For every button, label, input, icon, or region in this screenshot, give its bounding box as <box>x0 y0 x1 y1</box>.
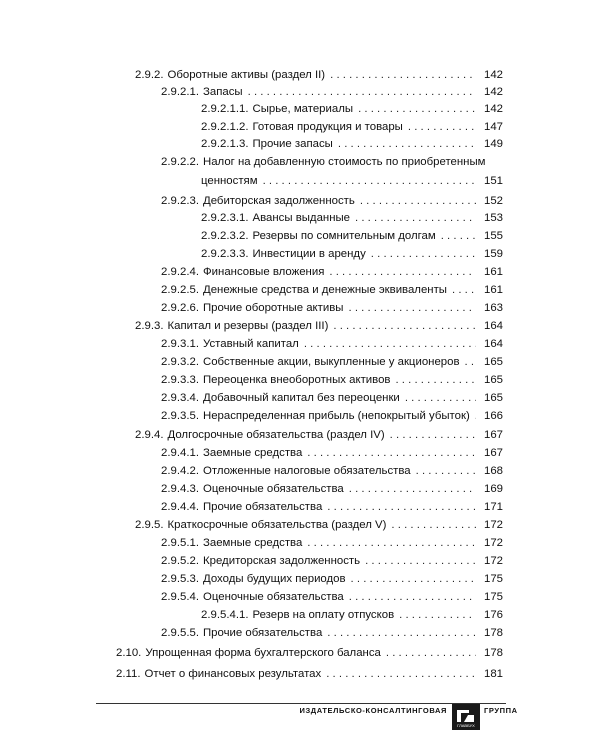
toc-entry[interactable]: 2.9.5.2. Кредиторская задолженность . . . 172 <box>161 554 503 568</box>
dot-leader <box>348 301 476 315</box>
toc-entry[interactable]: 2.9.5.3. Доходы будущих периодов . . . 175 <box>161 572 503 586</box>
dot-leader <box>408 120 476 134</box>
glavbukh-logo-icon <box>454 706 478 728</box>
dot-leader <box>248 85 476 99</box>
dot-leader <box>365 554 476 568</box>
dot-leader <box>351 572 476 586</box>
publisher-name: ИЗДАТЕЛЬСКО-КОНСАЛТИНГОВАЯ <box>299 706 447 715</box>
dot-leader <box>338 137 476 151</box>
dot-leader <box>329 265 476 279</box>
toc-entry[interactable]: 2.9.3.4. Добавочный капитал без переоценки . . . 165 <box>161 391 503 405</box>
dot-leader <box>326 667 476 681</box>
dot-leader <box>405 391 476 405</box>
dot-leader <box>330 68 476 82</box>
toc-entry[interactable]: 2.9.4.3. Оценочные обязательства . . . 169 <box>161 482 503 496</box>
toc-entry[interactable]: 2.9.2.3.2. Резервы по сомнительным долгам . . . 155 <box>201 229 503 243</box>
toc-entry[interactable]: 2.9.5.4. Оценочные обязательства . . . 175 <box>161 590 503 604</box>
dot-leader <box>263 174 476 188</box>
dot-leader <box>416 464 476 478</box>
dot-leader <box>355 211 476 225</box>
toc-entry[interactable]: 2.9.5.4.1. Резерв на оплату отпусков . . . 176 <box>201 608 503 622</box>
toc-entry[interactable]: 2.9.2.3. Дебиторская задолженность . . . 152 <box>161 194 503 208</box>
publisher-group: ГРУППА <box>484 706 518 715</box>
dot-leader <box>371 247 476 261</box>
publisher-logo <box>452 704 480 730</box>
toc-entry[interactable]: 2.9.2.6. Прочие оборотные активы . . . 163 <box>161 301 503 315</box>
dot-leader <box>386 646 476 660</box>
dot-leader <box>327 500 476 514</box>
toc-entry[interactable]: 2.9.3.3. Переоценка внеоборотных активов . . . 165 <box>161 373 503 387</box>
toc-entry[interactable]: 2.9.2.4. Финансовые вложения . . . 161 <box>161 265 503 279</box>
dot-leader <box>349 590 476 604</box>
toc-entry[interactable]: 2.9.3. Капитал и резервы (раздел III) . . . 164 <box>135 319 503 333</box>
dot-leader <box>391 518 476 532</box>
toc-entry[interactable]: 2.9.2.1. Запасы . . . 142 <box>161 85 503 99</box>
toc-entry[interactable]: 2.9.2.3.3. Инвестиции в аренду . . . 159 <box>201 247 503 261</box>
dot-leader <box>399 608 476 622</box>
dot-leader <box>441 229 476 243</box>
dot-leader <box>307 446 476 460</box>
toc-entry[interactable]: 2.9.2.3.1. Авансы выданные . . . 153 <box>201 211 503 225</box>
dot-leader <box>452 283 476 297</box>
toc-entry[interactable]: 2.9.2.1.3. Прочие запасы . . . 149 <box>201 137 503 151</box>
dot-leader <box>349 482 476 496</box>
publisher-footer <box>0 704 600 734</box>
dot-leader <box>327 626 476 640</box>
dot-leader <box>465 355 476 369</box>
toc-entry[interactable]: 2.9.2.1.1. Сырье, материалы . . . 142 <box>201 102 503 116</box>
dot-leader <box>333 319 476 333</box>
dot-leader <box>475 409 476 423</box>
dot-leader <box>390 428 476 442</box>
toc-entry[interactable]: 2.9.4.2. Отложенные налоговые обязательства . . . 168 <box>161 464 503 478</box>
dot-leader <box>395 373 476 387</box>
toc-entry[interactable]: 2.9.5.5. Прочие обязательства . . . 178 <box>161 626 503 640</box>
toc-entry[interactable]: 2.9.2.1.2. Готовая продукция и товары . . . 147 <box>201 120 503 134</box>
toc-entry[interactable]: 2.9.3.2. Собственные акции, выкупленные у акционеров . . . 165 <box>161 355 503 369</box>
toc-entry[interactable]: 2.9.5. Краткосрочные обязательства (раздел V) . . . 172 <box>135 518 503 532</box>
logo-text: ГЛАВБУХ <box>457 723 475 728</box>
toc-entry[interactable]: 2.9.4.1. Заемные средства . . . 167 <box>161 446 503 460</box>
dot-leader <box>360 194 476 208</box>
dot-leader <box>358 102 476 116</box>
toc-entry[interactable]: 2.9.4.4. Прочие обязательства . . . 171 <box>161 500 503 514</box>
toc-entry[interactable]: 2.10. Упрощенная форма бухгалтерского баланса . . . 178 <box>116 646 503 660</box>
dot-leader <box>304 337 476 351</box>
toc-entry[interactable]: 2.11. Отчет о финансовых результатах . . . 181 <box>116 667 503 681</box>
toc-entry[interactable]: 2.9.4. Долгосрочные обязательства (раздел IV) . . . 167 <box>135 428 503 442</box>
toc-entry[interactable]: 2.9.3.1. Уставный капитал . . . 164 <box>161 337 503 351</box>
toc-entry[interactable]: 2.9.2.5. Денежные средства и денежные эквиваленты . . . 161 <box>161 283 503 297</box>
dot-leader <box>307 536 476 550</box>
toc-entry[interactable]: 2.9.3.5. Нераспределенная прибыль (непокрытый убыток) . . . 166 <box>161 409 503 423</box>
toc-entry[interactable]: 2.9.2.2. Налог на добавленную стоимость по приобретенным ценностям . . . 151 <box>161 155 503 188</box>
toc-entry[interactable]: 2.9.2. Оборотные активы (раздел II) . . . 142 <box>135 68 503 82</box>
toc-entry[interactable]: 2.9.5.1. Заемные средства . . . 172 <box>161 536 503 550</box>
